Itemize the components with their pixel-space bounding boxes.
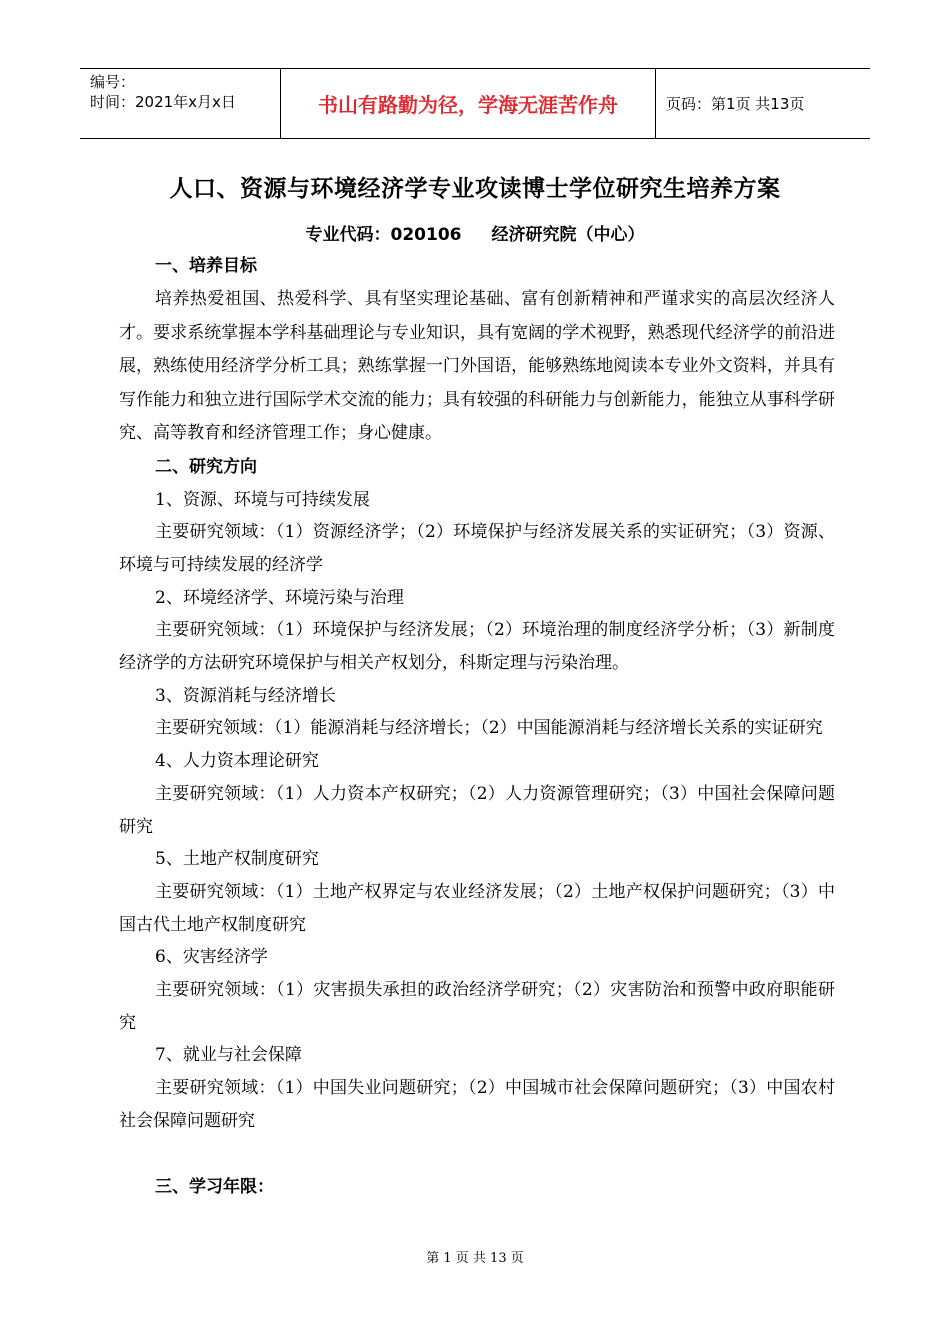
direction-title: 5、土地产权制度研究 (155, 849, 319, 870)
document-header (80, 68, 870, 139)
section1-heading: 一、培养目标 (155, 256, 257, 276)
direction-areas: 主要研究领域：（1）能源消耗与经济增长；（2）中国能源消耗与经济增长关系的实证研究 (155, 718, 823, 739)
direction-4 (119, 745, 835, 843)
direction-title: 6、灾害经济学 (155, 947, 268, 968)
institute-name: 经济研究院（中心） (491, 225, 645, 245)
document-title: 人口、资源与环境经济学专业攻读博士学位研究生培养方案 (169, 176, 781, 202)
document-subtitle (0, 220, 950, 245)
direction-5 (119, 843, 835, 941)
number-label: 编号： (90, 73, 136, 91)
page-footer: 第 1 页 共 13 页 (426, 1251, 524, 1266)
section1-paragraph: 培养热爱祖国、热爱科学、具有坚实理论基础、富有创新精神和严谨求实的高层次经济人才。要求系统掌握本学科基础理论与专业知识，具有宽阔的学术视野，熟悉现代经济学的前沿进展，熟练使用经济学分析工具；熟练掌握一门外国语，能够熟练地阅读本专业外文资料，并具有写作能力和独立进行国际学术交流的能力；具有较强的科研能力与创新能力，能独立从事科学研究、高等教育和经济管理工作；身心健康。 (119, 289, 835, 443)
direction-3 (119, 680, 835, 745)
major-code: 专业代码：020106 (305, 225, 462, 245)
direction-areas: 主要研究领域：（1）中国失业问题研究；（2）中国城市社会保障问题研究；（3）中国农村社会保障问题研究 (119, 1078, 835, 1131)
direction-title: 4、人力资本理论研究 (155, 751, 319, 772)
direction-areas: 主要研究领域：（1）资源经济学；（2）环境保护与经济发展关系的实证研究；（3）资源、环境与可持续发展的经济学 (119, 522, 835, 575)
direction-7 (119, 1039, 835, 1137)
section3-heading: 三、学习年限： (155, 1176, 274, 1197)
direction-title: 3、资源消耗与经济增长 (155, 685, 336, 706)
section2-heading: 二、研究方向 (155, 456, 257, 477)
direction-title: 2、环境经济学、环境污染与治理 (155, 587, 404, 608)
direction-1 (119, 484, 835, 582)
direction-6 (119, 941, 835, 1039)
header-page-info: 页码：第1页 共13页 (666, 95, 805, 113)
direction-areas: 主要研究领域：（1）人力资本产权研究；（2）人力资源管理研究；（3）中国社会保障问题研究 (119, 783, 835, 837)
direction-2 (119, 582, 835, 680)
time-label: 时间：2021年x月x日 (90, 93, 236, 111)
direction-title: 1、资源、环境与可持续发展 (155, 489, 370, 510)
direction-areas: 主要研究领域：（1）环境保护与经济发展；（2）环境治理的制度经济学分析；（3）新制度经济学的方法研究环境保护与相关产权划分，科斯定理与污染治理。 (119, 620, 835, 674)
section-spacer (119, 1138, 835, 1171)
direction-title: 7、就业与社会保障 (155, 1045, 302, 1066)
header-motto: 书山有路勤为径，学海无涯苦作舟 (281, 69, 656, 138)
direction-areas: 主要研究领域：（1）土地产权界定与农业经济发展；（2）土地产权保护问题研究；（3）中国古代土地产权制度研究 (119, 881, 835, 935)
document-body (119, 250, 835, 1204)
header-meta (80, 69, 281, 138)
direction-areas: 主要研究领域：（1）灾害损失承担的政治经济学研究；（2）灾害防治和预警中政府职能研究 (119, 980, 835, 1033)
